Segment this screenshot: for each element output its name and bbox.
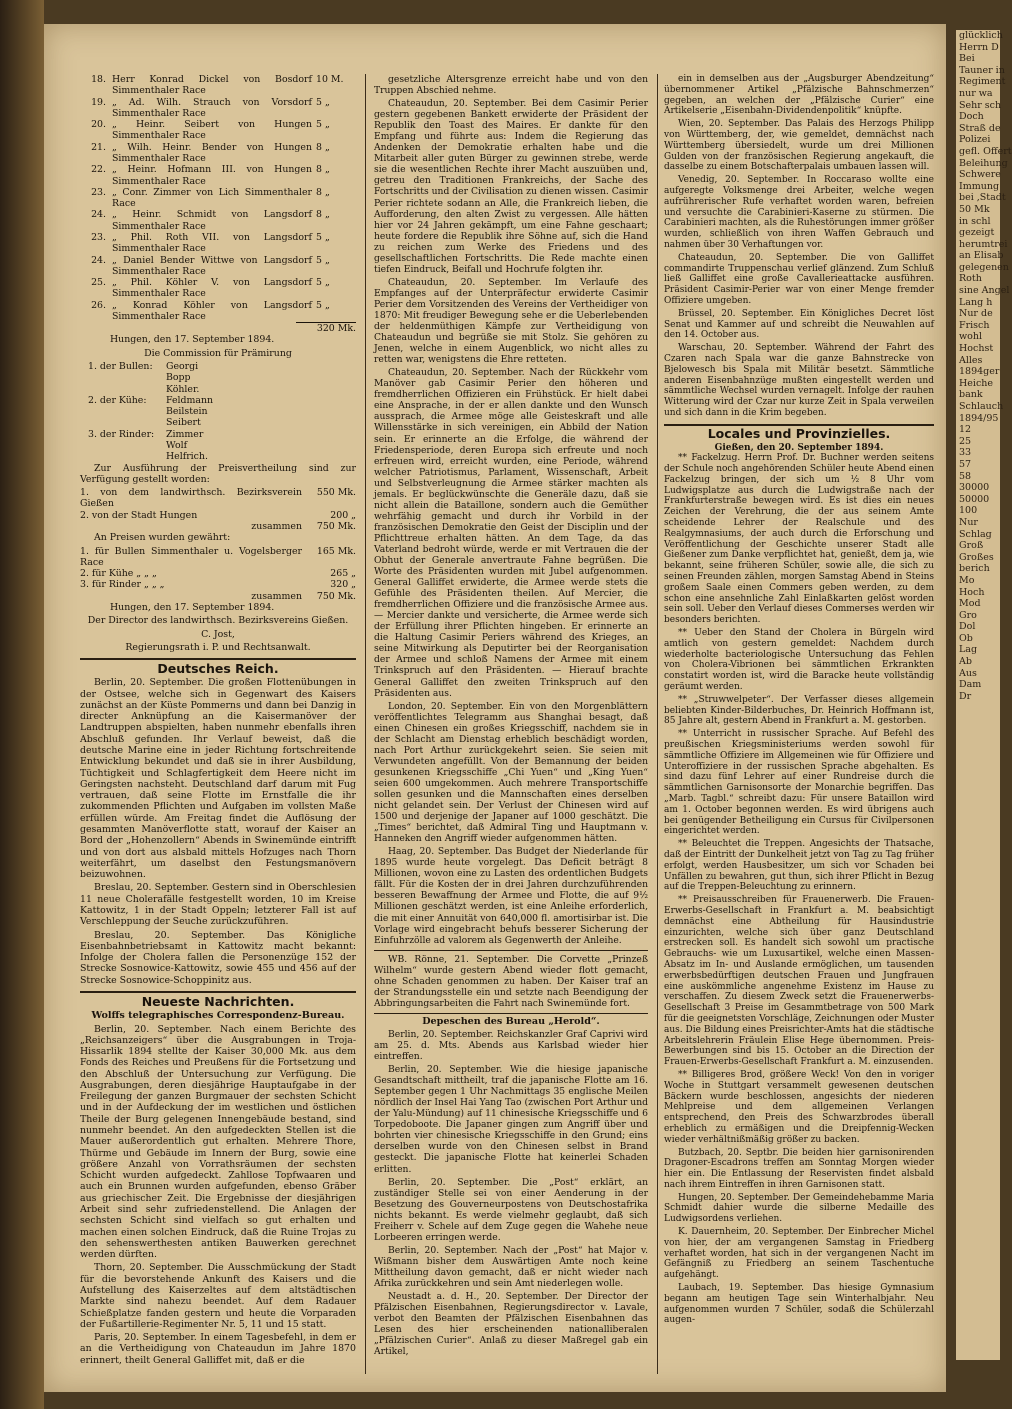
locales-article: ** „Struwwelpeter“. Der Verfasser dieses allgemein beliebten Kinder-Bilderbuches, Dr. Heinrich Hoffmann ist, 85 Jahre alt, gestern Abend in Frankfurt a. M. gestorben. [664, 694, 934, 727]
adjacent-fragment: Schwere [959, 169, 1001, 181]
funds-row [80, 510, 356, 521]
adjacent-fragment: wohl [959, 331, 983, 343]
prize-list-row [80, 119, 356, 142]
adjacent-fragment: Hochst [959, 343, 994, 355]
list-amount: 5 „ [316, 277, 330, 289]
list-number: 21. [91, 141, 106, 153]
adjacent-fragment: 57 [959, 458, 972, 470]
adjacent-fragment: Aus [959, 667, 977, 679]
separator [374, 1013, 648, 1014]
hungen-date-2: Hungen, den 17. September 1894. [110, 601, 275, 613]
adjacent-fragment: Lag [959, 644, 978, 656]
list-entry: „ Wilh. Heinr. Bender von Hungen Simmenthaler Race [112, 141, 312, 164]
locales-article: ** Billigeres Brod, größere Weck! Von den in voriger Woche in Stuttgart versammelt gewesenen deutschen Bäckern wurde beschlossen, angesichts der niederen Mehlpreise und dem allgemeinen Verlangen entsprechend, den Preis des Schwarzbrodes überall erheblich zu ermäßigen und die Dreipfennig-Wecken wieder verhältnißmäßig größer zu backen. [664, 1069, 934, 1145]
adjacent-page-fragments [956, 30, 1012, 702]
adjacent-fragment: Großes [959, 551, 994, 563]
reich-article: Breslau, 20. September. Das Königliche Eisenbahnbetriebsamt in Kattowitz macht bekannt: Infolge der Cholera fallen die Personenzüge 152 der Strecke Sosnowice-Kattowitz, sowie 455 und 456 auf der Strecke Sosnowice-Schoppinitz aus. [80, 929, 356, 986]
prize-list-row [80, 164, 356, 187]
judge-name: Helfrich. [166, 451, 208, 463]
prize-list-row [80, 300, 356, 323]
judge-row [80, 361, 356, 372]
adjacent-fragment: Lang h [959, 296, 993, 308]
column-rule [365, 74, 366, 1374]
locales-article: ** Fackelzug. Herrn Prof. Dr. Buchner werden seitens der Schule noch angehörenden Schüler heute Abend einen Fackelzug bringen, der sich um ½ 8 Uhr vom Ludwigsplatze aus durch die Ludwigstraße nach der Frankfurterstraße bewegen wird. Es ist dies ein neues Zeichen der Verehrung, die der aus seinem Amte scheidende Lehrer der Realschule und des Realgymnasiums, der auch durch die Erforschung und Veröffentlichung der Geschichte unserer Stadt alle Gießener zum Danke verpflichtet hat, genießt, dem ja, wie bekannt, seine früheren Schüler, sowie alle, die sich zu seinen Freunden zählen, morgen Samstag Abend in Steins großem Saale einen Commers geben werden, zu dem schon eine ansehnliche Zahl Einlaßkarten gelöst worden sein soll. Ueber den Verlauf dieses Commerses werden wir besonders berichten. [664, 453, 934, 626]
adjacent-fragment: Mo [959, 574, 975, 586]
list-entry: „ Ad. Wilh. Strauch von Vorsdorf Simmenthaler Race [112, 96, 312, 119]
judge-name: Georgi [166, 361, 199, 373]
heading-locales: Locales und Provinzielles. [664, 424, 934, 440]
locales-article: ** Ueber den Stand der Cholera in Bürgeln wird amtlich von gestern gemeldet: Nachdem durch wiederholte bacteriologische Untersuchung das Fehlen von Cholera-Vibrionen bei sämmtlichen Erkrankten constatirt worden ist, wird die Baracke heute vollständig geräumt werden. [664, 628, 934, 693]
column-2 [374, 74, 648, 1359]
list-entry: Herr Konrad Dickel von Bosdorf Simmenthaler Race [112, 74, 312, 97]
article-paragraph: Warschau, 20. September. Während der Fahrt des Czaren nach Spala war die ganze Bahnstrecke von Bjelowesch bis Spala mit Militär besetzt. Sämmtliche anderen Eisenbahnzüge mußten eingestellt werden und sämmtliche Wechsel wurden vernagelt. Infolge der rauhen Witterung wird der Czar nur kurze Zeit in Spala verweilen und sich dann in die Krim begeben. [664, 343, 934, 418]
judge-row [80, 440, 356, 451]
adjacent-fragment: Doch [959, 111, 984, 123]
list-number: 24. [91, 254, 106, 266]
prize-list-row [80, 209, 356, 232]
prizes-value: 165 Mk. [316, 545, 356, 557]
herold-articles [374, 1029, 648, 1357]
herold-article: Berlin, 20. September. Wie die hiesige japanische Gesandtschaft mittheilt, traf die japanische Flotte am 16. September gegen 1 Uhr Nachmittags 35 englische Meilen nördlich der Insel Hai Yang Tao (zwischen Port Arthur und der Yalu-Mündung) auf 11 chinesische Kriegsschiffe und 6 Torpedoboote. Die Japaner gingen zum Angriff über und bohrten vier chinesische Kriegsschiffe in den Grund; eins derselben wurde von den Chinesen selbst in Brand gesteckt. Die japanische Flotte hat keinerlei Schaden erlitten. [374, 1064, 648, 1175]
adjacent-fragment: 50000 [959, 493, 990, 505]
list-entry: „ Heinr. Schmidt von Langsdorf Simmenthaler Race [112, 209, 312, 232]
newspaper-page [44, 24, 946, 1392]
prizes-row [80, 568, 356, 579]
locales-article: Hungen, 20. September. Der Gemeindehebamme Maria Schmidt dahier wurde die silberne Medaille des Ludwigsordens verliehen. [664, 1192, 934, 1225]
adjacent-fragment: glücklich [959, 30, 1003, 41]
article-paragraph: Haag, 20. September. Das Budget der Niederlande für 1895 wurde heute vorgelegt. Das Deficit beträgt 8 Millionen, wovon eine zu Lasten des ordentlichen Budgets fällt. Für die Kosten der in drei Jahren durchzuführenden besseren Bewaffnung der Armee und Flotte, die auf 9½ Millionen geschätzt werden, ist eine Anleihe erforderlich, die mit einer Annuität von 640,000 fl. amortisirbar ist. Die Vorlage wird eingebracht behufs besserer Sicherung der Einfuhrzölle ad valorem als Gegenwerth der Anleihe. [374, 846, 648, 946]
list-number: 20. [91, 119, 106, 131]
article-paragraph: Venedig, 20. September. In Roccaraso wollte eine aufgeregte Volksmenge drei Arbeiter, welche wegen aufrührerischer Rufe verhaftet worden waren, befreien und versuchte die Carabinieri-Kaserne zu stürmen. Die Carabinieri machten, als die Ruhestörungen immer größer wurden, schließlich von ihren Waffen Gebrauch und nahmen über 30 Verhaftungen vor. [664, 175, 934, 250]
list-amount: 5 „ [316, 254, 330, 266]
adjacent-fragment: Ab [959, 656, 972, 668]
adjacent-fragment: 33 [959, 447, 972, 459]
prizes-list [80, 546, 356, 602]
prize-list [80, 74, 356, 322]
list-number: 25. [91, 277, 106, 289]
judge-name: Wolf [166, 440, 188, 451]
judge-name: Zimmer [166, 428, 204, 440]
prizes-value: 750 Mk. [316, 590, 356, 602]
list-amount: 5 „ [316, 96, 330, 108]
adjacent-fragment: Regiment [959, 76, 1006, 88]
column-1 [80, 74, 356, 1368]
adjacent-fragment: Ob [959, 632, 973, 644]
article-paragraph: ein in demselben aus der „Augsburger Abendzeitung“ übernommener Artikel „Pfälzische Bahnschmerzen“ gegeben, an welchen der „Pfälzische Curier“ eine Artikelserie „Eisenbahn-Dividendenpolitik“ knüpfte. [664, 74, 934, 117]
list-amount: 10 M. [316, 74, 344, 85]
article-paragraph: gesetzliche Altersgrenze erreicht habe und von den Truppen Abschied nehme. [374, 74, 648, 97]
judge-row [80, 429, 356, 440]
judge-category [80, 384, 166, 395]
locales-dateline: Gießen, den 20. September 1894. [714, 442, 884, 453]
article-paragraph: Chateaudun, 20. September. Nach der Rückkehr vom Manöver gab Casimir Perier den höheren und fremdherrlichen Offizieren ein Frühstück. Er hielt dabei eine Ansprache, in der er allen dankte und den Wunsch aussprach, die Armee möge alle Geisteskraft und alle Willensstärke in sich vereinigen, ein Abbild der Nation sein. Er erinnerte an die Erfolge, die während der Friedensperiode, deren Europa sich erfreute und noch erfreuen wird, erreicht wurden, eine Periode, während welcher Patriotismus, Parlament, Wissenschaft, Arbeit und Selbstverleugnung die Armee stärker machten als jemals. Er beglückwünschte die Generäle dazu, daß sie nicht allein die Bataillone, sondern auch die Gemüther wehrfähig gemacht und durch ihr Vorbild in der französischen Demokratie den Geist der Disciplin und der Pflichttreue erhalten hätten. An dem Tage, da das Vaterland bedroht würde, werde er mit Vertrauen die der Obhut der Generale anvertraute Fahne begrüßen. Die Worte des Präsidenten wurden mit Jubel aufgenommen. General Galliffet erwiderte, die Armee werde stets die Gefühle des Präsidenten theilen. Auf Mercier, die fremdherrlichen Offiziere und die französische Armee aus. — Mercier dankte und versicherte, die Armee werde sich der Erfüllung ihrer Pflichten hingeben. Er erinnerte an die Haltung Casimir Periers während des Krieges, an seine Mitwirkung als Deputirter bei der Reorganisation der Armee und schloß Namens der Armee mit einem Trinkspruch auf den Präsidenten. — Hierauf brachte General Galliffet den zweiten Trinkspruch auf den Präsidenten aus. [374, 367, 648, 699]
list-number: 23. [91, 231, 106, 243]
adjacent-fragment: Mod [959, 598, 981, 610]
adjacent-fragment: Schlag [959, 528, 992, 540]
adjacent-fragment: Gro [959, 609, 977, 621]
nachrichten-article: Thorn, 20. September. Die Ausschmückung der Stadt für die bevorstehende Ankunft des Kaisers und die Aufstellung des Kaiserzeltes auf dem altstädtischen Markte sind nahezu beendet. Auf dem Radauer Schießplatze fanden gestern und heute die Vorparaden der Fußartillerie-Regimenter Nr. 5, 11 und 15 statt. [80, 1262, 356, 1330]
adjacent-fragment: 58 [959, 470, 972, 482]
funds-list [80, 487, 356, 532]
judge-category [80, 417, 166, 428]
column-3 [664, 74, 934, 1328]
adjacent-fragment: 30000 [959, 482, 990, 494]
prize-list-row [80, 277, 356, 300]
locales-article: K. Dauernheim, 20. September. Der Einbrecher Michel von hier, der am vergangenen Samstag in Friedberg verhaftet worden, hat sich in der vergangenen Nacht im Gefängniß zu Friedberg an seinem Taschentuche aufgehängt. [664, 1227, 934, 1281]
adjacent-fragment: an Elisab [959, 250, 1004, 262]
reich-articles [80, 677, 356, 986]
adjacent-fragment: in schl [959, 215, 991, 227]
list-amount: 8 „ [316, 141, 330, 153]
judge-name: Bopp [166, 372, 191, 384]
list-entry: „ Heinr. Seibert von Hungen Simmenthaler Race [112, 119, 312, 142]
article-paragraph: Brüssel, 20. September. Ein Königliches Decret löst Senat und Kammer auf und schreibt die Neuwahlen auf den 14. October aus. [664, 308, 934, 341]
adjacent-fragment: Dam [959, 679, 982, 691]
article-paragraph: Chateaudun, 20. September. Bei dem Casimir Perier gestern gegebenen Bankett erwiderte der Präsident der Republik den Toast des Maires. Er dankte für den Empfang und führte aus: Indem die Regierung das Andenken der Demokratie erhalten habe und die Mitarbeit aller guten Bürger zu gewinnen strebe, werde sie die wesentlichen Rechte ihrer Macht auszuüben und, getreu den Traditionen Frankreichs, der Sache des Fortschritts und der Civilisation zu dienen wissen. Casimir Perier richtete sodann an Alle, die Frankreich lieben, die Aufforderung, den alten Zwist zu vergessen. Alle hätten hier vor 24 Jahren gekämpft, um eine Fahne geschaart; heute fordere die Republik ihre Söhne auf, sich die Hand zu reichen zum Werke des Friedens und des gesellschaftlichen Fortschritts. Die Rede machte einen tiefen Eindruck, Beifall und Hochrufe folgten ihr. [374, 98, 648, 275]
adjacent-fragment: 1894ger [959, 366, 1000, 378]
signature: C. Jost, [201, 628, 235, 640]
adjacent-fragment: Sehr sch [959, 99, 1002, 111]
herold-heading: Depeschen des Bureau „Herold“. [422, 1015, 600, 1027]
judge-row [80, 417, 356, 428]
funds-intro: Zur Ausführung der Preisvertheilung sind zur Verfügung gestellt worden: [80, 462, 356, 485]
judge-category: 1. der Bullen: [88, 361, 153, 373]
prizes-row [80, 591, 356, 602]
adjacent-fragment: gefl. Offert [959, 145, 1012, 157]
list-number: 26. [91, 299, 106, 311]
article-paragraph: London, 20. September. Ein von den Morgenblättern veröffentlichtes Telegramm aus Shanghai besagt, daß einen Chinesen ein großes Kriegsschiff, nachdem sie in der Schlacht am Dienstag erheblich beschädigt worden, nach Port Arthur zurückgekehrt seien. Sie seien mit Verwundeten angefüllt. Von der Bemannung der beiden gesunkenen Kriegsschiffe „Chi Yuen“ und „King Yuen“ seien 600 umgekommen. Auch mehrere Transportschiffe sollen gesunken und die Mannschaften eines derselben nicht gelandet sein. Der Verlust der Chinesen wird auf 1500 und derjenige der Japaner auf 1000 geschätzt. Die „Times“ berichtet, daß Admiral Ting und Hauptmann v. Hanneken den Angriff wieder aufgenommen hätten. [374, 700, 648, 845]
list-amount: 5 „ [316, 299, 330, 311]
prizes-label: 2. für Kühe „ „ „ [80, 568, 157, 580]
locales-article: ** Beleuchtet die Treppen. Angesichts der Thatsache, daß der Eintritt der Dunkelheit jetzt von Tag zu Tag früher erfolgt, werden Hausbesitzer, um sich vor Schaden bei Unfällen zu bewahren, gut thun, sich ihrer Pflicht in Bezug auf die Treppen-Beleuchtung zu erinnern. [664, 839, 934, 893]
prizes-intro: An Preisen wurden gewährt: [94, 532, 231, 544]
nachrichten-articles [80, 1024, 356, 1366]
reich-article: Breslau, 20. September. Gestern sind in Oberschlesien 11 neue Cholerafälle festgestellt worden, 10 im Kreise Kattowitz, 1 in der Stadt Oppeln; letzterer Fall ist auf Verschleppung der Seuche zurückzuführen. [80, 882, 356, 928]
adjacent-fragment: gezeigt [959, 227, 995, 239]
prize-list-row [80, 97, 356, 120]
list-entry: „ Konrad Köhler von Langsdorf Simmenthaler Race [112, 299, 312, 322]
adjacent-fragment: Groß [959, 540, 984, 552]
prizes-label: zusammen [251, 590, 302, 602]
judge-category: 2. der Kühe: [88, 394, 147, 406]
funds-value: 550 Mk. [316, 487, 356, 499]
adjacent-fragment: bei ,Stadt [959, 192, 1006, 204]
adjacent-fragment: Immung [959, 180, 1000, 192]
nachrichten-article: Paris, 20. September. In einem Tagesbefehl, in dem er an die Vertheidigung von Chateaudun im Jahre 1870 erinnert, theilt General Galliffet mit, daß er die [80, 1332, 356, 1366]
hungen-date: Hungen, den 17. September 1894. [110, 334, 275, 346]
adjacent-fragment: Alles [959, 354, 983, 366]
judge-name: Feldmann [166, 394, 214, 406]
herold-article: Berlin, 20. September. Nach der „Post“ hat Major v. Wißmann bisher dem Auswärtigen Amte noch keine Mittheilung davon gemacht, daß er nicht wieder nach Afrika zurückkehren und sein Amt niederlegen wolle. [374, 1244, 648, 1289]
column-rule [657, 74, 658, 1374]
commission-line: Die Commission für Prämirung [144, 347, 292, 359]
adjacent-fragment: Herrn D [959, 41, 999, 53]
adjacent-fragment: 25 [959, 435, 972, 447]
adjacent-fragment: Bei [959, 53, 975, 65]
judge-row [80, 384, 356, 395]
adjacent-fragment: nur wa [959, 87, 993, 99]
column-3-articles [664, 74, 934, 419]
locales-articles [664, 453, 934, 1326]
nachrichten-article: Berlin, 20. September. Nach einem Berichte des „Reichsanzeigers“ über die Ausgrabungen in Troja-Hissarlik 1894 stellte der Kaiser 30,000 Mk. aus dem Fonds des Reiches und Preußens für die Fortsetzung und den Abschluß der Untersuchung zur Verfügung. Die Ausgrabungen, deren diesjährige Hauptaufgabe in der Freilegung der ganzen Burgmauer der sechsten Schicht und in der Aufdeckung der im westlichen und östlichen Theile der Burg gelegenen Innengebäude bestand, sind nunmehr beendet. An den aufgedeckten Stellen ist die Mauer außerordentlich gut erhalten. Mehrere Thore, Thürme und Gebäude im Innern der Burg, sowie eine größere Anzahl von Vorrathsräumen der sechsten Schicht wurden aufgedeckt. Zahllose Topfwaaren und auch ein Brunnen wurden aufgefunden, ebenso Gräber aus griechischer Zeit. Die Ergebnisse der diesjährigen Arbeit sind sehr zufriedenstellend. Die Anlagen der sechsten Schicht sind vielfach so gut erhalten und machen einen solchen Eindruck, daß die Ruine Trojas zu den sehenswerthesten antiken Bauwerken gerechnet werden dürften. [80, 1023, 356, 1261]
director-line: Der Director des landwirthsch. Bezirksvereins Gießen. [87, 615, 349, 627]
funds-label: 2. von der Stadt Hungen [80, 509, 198, 521]
adjacent-fragment: Nur de [959, 308, 993, 320]
judge-row [80, 372, 356, 383]
adjacent-fragment: Beleihung [959, 157, 1008, 169]
list-amount: 8 „ [316, 164, 330, 176]
funds-value: 200 „ [330, 509, 356, 521]
list-number: 23. [91, 186, 106, 198]
adjacent-fragment: 12 [959, 424, 972, 436]
book-binding [0, 0, 44, 1409]
herold-article: Berlin, 20. September. Reichskanzler Graf Caprivi wird am 25. d. Mts. Abends aus Karlsbad wieder hier eintreffen. [374, 1028, 648, 1063]
prize-list-row [80, 255, 356, 278]
locales-article: Laubach, 19. September. Das hiesige Gymnasium begann am heutigen Tage sein Winterhalbjahr. Neu aufgenommen wurden 7 Schüler, sodaß die Schülerzahl augen- [664, 1283, 934, 1326]
judge-row [80, 451, 356, 462]
list-entry: „ Phil. Roth VII. von Langsdorf Simmenthaler Race [112, 231, 312, 255]
adjacent-fragment: Dr [959, 690, 972, 702]
judge-name: Köhler. [166, 383, 200, 395]
prize-list-row [80, 142, 356, 165]
judge-category [80, 406, 166, 417]
wolff-bureau-line: Wolffs telegraphisches Correspondenz-Bureau. [91, 1010, 345, 1022]
article-paragraph: Wien, 20. September. Das Palais des Herzogs Philipp von Württemberg, der, wie gemeldet, demnächst nach Württemberg übersiedelt, wurde um drei Millionen Gulden von der französischen Regierung angekauft, die dasselbe zu einem Botschafterpalais umbauen lassen will. [664, 119, 934, 173]
list-entry: „ Daniel Bender Wittwe von Langsdorf Simmenthaler Race [112, 254, 312, 277]
article-paragraph: Chateaudun, 20. September. Die von Galliffet commandirte Truppenschau verlief glänzend. Zum Schluß ließ Galliffet eine große Cavallerieattacke ausführen. Präsident Casimir-Perier war von einer Menge fremder Offiziere umgeben. [664, 252, 934, 306]
judge-category [80, 372, 166, 383]
prizes-label: 3. für Rinder „ „ „ [80, 579, 165, 591]
list-number: 22. [91, 164, 106, 176]
herold-article: Berlin, 20. September. Die „Post“ erklärt, an zuständiger Stelle sei von einer Aenderung in der Besetzung des Gouverneurpostens von Deutschostafrika nichts bekannt. Es werde vielmehr geglaubt, daß sich Freiherr v. Schele auf dem Zuge gegen die Wahehe neue Lorbeeren erringen werde. [374, 1176, 648, 1243]
prizes-value: 265 „ [330, 568, 356, 580]
prize-list-row [80, 232, 356, 255]
column-2-articles [374, 74, 648, 946]
judge-name: Seibert [166, 417, 201, 429]
adjacent-fragment: gelegenen [959, 261, 1009, 273]
funds-row [80, 487, 356, 510]
adjacent-fragment: Tauner in [959, 64, 1005, 76]
locales-article: ** Unterricht in russischer Sprache. Auf Befehl des preußischen Kriegsministeriums werden sowohl für sämmtliche Offiziere im Allgemeinen wie für Offiziere und Unteroffiziere in der russischen Sprache abgehalten. Es sind dazu fünf Lehrer auf einer Rundreise durch die sämmtlichen Garnisonsorte der Monarchie begriffen. Das „Marb. Tagbl.“ schreibt dazu: Für unsere Bataillon wird am 1. October begonnen werden. Es wird übrigens auch bei genügender Betheiligung ein Cursus für Civilpersonen eingerichtet werden. [664, 729, 934, 837]
list-entry: „ Phil. Köhler V. von Langsdorf Simmenthaler Race [112, 277, 312, 300]
list-amount: 8 „ [316, 209, 330, 221]
list-amount: 5 „ [316, 119, 330, 131]
adjacent-fragment: Hoch [959, 586, 985, 598]
list-sum: 320 Mk. [296, 322, 356, 334]
list-amount: 5 „ [316, 231, 330, 243]
judge-category [80, 451, 166, 462]
adjacent-fragment: 100 [959, 505, 978, 517]
judges-list [80, 361, 356, 463]
adjacent-fragment: Nur [959, 516, 978, 528]
adjacent-fragment: sine Angel [959, 285, 1010, 297]
list-sum-row [80, 322, 356, 334]
list-number: 24. [91, 209, 106, 221]
heading-deutsches-reich: Deutsches Reich. [80, 658, 356, 674]
prizes-label: 1. für Bullen Simmenthaler u. Vogelsberger Race [80, 545, 302, 568]
herold-article: Neustadt a. d. H., 20. September. Der Director der Pfälzischen Eisenbahnen, Regierungsdirector v. Lavale, verbot den Beamten der Pfälzischen Eisenbahnen das Lesen des hier erscheinenden nationalliberalen „Pfälzischen Curier“. Anlaß zu dieser Maßregel gab ein Artikel, [374, 1291, 648, 1358]
locales-article: Butzbach, 20. Septbr. Die beiden hier garnisonirenden Dragoner-Escadrons treffen am Sonntag Morgen wieder hier ein. Die Entlassung der Reservisten findet alsbald nach ihrem Eintreffen in ihren Garnisonen statt. [664, 1147, 934, 1190]
adjacent-fragment: Straß de [959, 122, 1001, 134]
list-entry: „ Conr. Zimmer von Lich Simmenthaler Race [112, 186, 312, 210]
funds-row [80, 521, 356, 532]
separator [374, 950, 648, 951]
reich-article: Berlin, 20. September. Die großen Flottenübungen in der Ostsee, welche sich in Gegenwart des Kaisers zunächst an der Küste Pommerns und dann bei Danzig in directer Anknüpfung an die Kaisermanöver der Landtruppen abspielten, haben nunmehr ebenfalls ihren Abschluß gefunden. Ihr Verlauf beweist, daß die deutsche Marine eine in jeder Richtung fortschreitende Entwicklung bekundet und daß sie in ihrer Ausbildung, Tüchtigkeit und Schlagfertigkeit dem Heere nicht im Geringsten nachsteht. Deutschland darf darum mit Fug vertrauen, daß seine Flotte im Ernstfalle die ihr zukommenden Pflichten und Aufgaben im vollsten Maße erfüllen würde. Am Freitag findet die Auflösung der gesammten Manöverflotte statt, worauf der Kaiser an Bord der „Hohenzollern“ Abends in Swinemünde eintrifft und von dort aus alsbald mittels Hofzuges nach Thorn weiterfährt, um daselbst den Festungsmanövern beizuwohnen. [80, 677, 356, 881]
list-number: 18. [91, 74, 106, 85]
funds-label: zusammen [251, 520, 302, 532]
judge-category: 3. der Rinder: [88, 428, 155, 440]
adjacent-fragment: bank [959, 389, 983, 401]
adjacent-fragment: Heiche [959, 377, 994, 389]
prizes-value: 320 „ [330, 579, 356, 591]
adjacent-fragment: 50 Mk [959, 203, 990, 215]
funds-label: 1. von dem landwirthsch. Bezirksverein Gießen [80, 487, 302, 510]
judge-row [80, 395, 356, 406]
prize-list-row [80, 187, 356, 210]
heading-neueste-nachrichten: Neueste Nachrichten. [80, 991, 356, 1007]
judge-category [80, 440, 166, 451]
list-amount: 8 „ [316, 186, 330, 198]
judge-row [80, 406, 356, 417]
list-number: 19. [91, 96, 106, 108]
list-entry: „ Heinr. Hofmann III. von Hungen Simmenthaler Race [112, 164, 312, 187]
prizes-row [80, 546, 356, 569]
judge-name: Beilstein [166, 406, 208, 418]
funds-value: 750 Mk. [316, 520, 356, 532]
locales-article: ** Preisausschreiben für Frauenerwerb. Die Frauen-Erwerbs-Gesellschaft in Frankfurt a. M. beabsichtigt demnächst eine Abtheilung für Hausindustrie einzurichten, welche sich über ganz Deutschland erstrecken soll. Es handelt sich sowohl um practische Gebrauchs- wie um Luxusartikel, welche einen Massen-Absatz im In- und Auslande ermöglichen, um tausenden erwerbsbedürftigen deutschen Frauen und Jungfrauen eine auskömmliche angenehme Existenz im Hause zu verschaffen. Zu diesem Zweck setzt die Frauenerwerbs-Gesellschaft 3 Preise im Gesammtbetrage von 500 Mark für die geeignetsten Vorschläge, Zeichnungen oder Muster aus. Die Bildung eines Preisrichter-Amts hat die städtische Arbeitslehrerin Fräulein Elise Hege übernommen. Preis-Bewerbungen sind bis 15. October an die Direction der Frauen-Erwerbs-Gesellschaft Frankfurt a. M. einzusenden. [664, 895, 935, 1068]
adjacent-fragment: berich [959, 563, 990, 575]
article-paragraph: Chateaudun, 20. September. Im Verlaufe des Empfanges auf der Unterpräfectur erwiderte Casimir Perier dem Vorsitzenden des Vereins der Vertheidiger von 1870: Mit freudiger Bewegung sehe er die Ueberlebenden der heldenmüthigen Kämpfe zur Vertheidigung von Chateaudun und begrüße sie mit Stolz. Sie gehören zu Jenen, welche in einem Augenblick, wo nicht alles zu retten war, wenigstens die Ehre retteten. [374, 276, 648, 366]
adjacent-fragment: herumtrei [959, 238, 1008, 250]
adjacent-fragment: Dol [959, 621, 976, 633]
adjacent-page-edge [956, 30, 1012, 1360]
adjacent-fragment: Polizei [959, 134, 991, 146]
signature-title: Regierungsrath i. P. und Rechtsanwalt. [125, 641, 311, 653]
adjacent-fragment: 1894/95 [959, 412, 999, 424]
adjacent-fragment: Schlauch [959, 401, 1004, 412]
prizes-row [80, 579, 356, 590]
adjacent-fragment: Roth [959, 273, 982, 285]
adjacent-fragment: Frisch [959, 319, 990, 331]
prize-list-row [80, 74, 356, 97]
wb-ronne-article: WB. Rönne, 21. September. Die Corvette „Prinzeß Wilhelm“ wurde gestern Abend wieder flott gemacht, ohne Schaden genommen zu haben. Der Kaiser traf an der Strandungsstelle ein und setzte nach Beendigung der Abbringungsarbeiten die Fahrt nach Swinemünde fort. [374, 953, 648, 1009]
